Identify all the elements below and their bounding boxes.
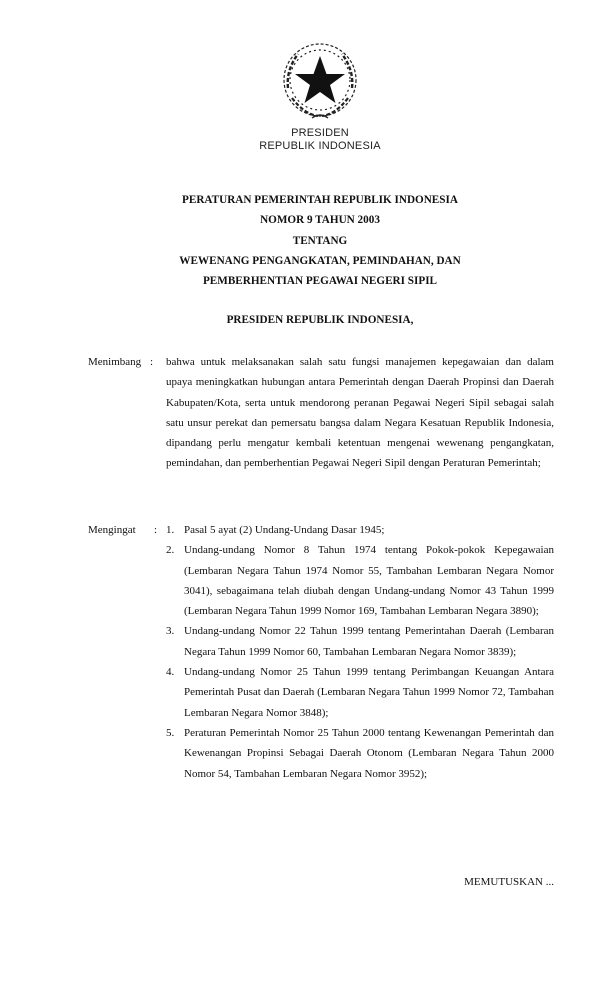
mengingat-body xyxy=(166,520,554,784)
list-item xyxy=(166,540,554,621)
title-line-subject-1: WEWENANG PENGANGKATAN, PEMINDAHAN, DAN xyxy=(179,254,461,267)
list-item-text: Undang-undang Nomor 25 Tahun 1999 tentang Perimbangan Keuangan Antara Pemerintah Pusat dan Daerah (Lembaran Negara Tahun 1999 Nomor 72, Tambahan Lembaran Negara Nomor 3848); xyxy=(184,666,554,719)
mengingat-list xyxy=(166,520,554,784)
title-line-regulation: PERATURAN PEMERINTAH REPUBLIK INDONESIA xyxy=(182,194,458,206)
list-item xyxy=(166,621,554,662)
title-line-about: TENTANG xyxy=(292,234,348,247)
menimbang-colon: : xyxy=(150,356,154,368)
document-title xyxy=(0,190,612,291)
emblem-caption-presiden: PRESIDEN xyxy=(291,127,349,139)
list-item-number: 3. xyxy=(166,625,175,638)
menimbang-text: bahwa untuk melaksanakan salah satu fungsi manajemen kepegawaian dan dalam upaya meningkatkan hubungan antara Pemerintah dengan Daerah Propinsi dan Daerah Kabupaten/Kota, serta untuk mendorong peranan Pegawai Negeri Sipil sebagai salah satu unsur perekat dan pemersatu bangsa dalam Negara Kesatuan Republik Indonesia, dipandang perlu mengatur kembali ketentuan mengenai wewenang pengangkatan, pemindahan, dan pemberhentian Pegawai Negeri Sipil dengan Peraturan Pemerintah; xyxy=(166,356,554,470)
list-item-number: 4. xyxy=(166,666,175,679)
list-item-text: Pasal 5 ayat (2) Undang-Undang Dasar 1945; xyxy=(184,524,385,536)
menimbang-section xyxy=(88,352,554,474)
list-item-text: Undang-undang Nomor 22 Tahun 1999 tentang Pemerintahan Daerah (Lembaran Negara Tahun 1999 Nomor 60, Tambahan Lembaran Negara Nomor 3839); xyxy=(184,625,554,658)
title-line-number: NOMOR 9 TAHUN 2003 xyxy=(260,214,380,227)
list-item xyxy=(166,662,554,723)
list-item-number: 2. xyxy=(166,544,175,557)
list-item-number: 1. xyxy=(166,524,175,536)
title-line-subject-2: PEMBERHENTIAN PEGAWAI NEGERI SIPIL xyxy=(202,275,438,288)
list-item xyxy=(166,520,554,540)
presidential-emblem-icon xyxy=(278,40,362,124)
mengingat-section xyxy=(88,520,554,784)
list-item-number: 5. xyxy=(166,726,175,739)
emblem-caption-republik: REPUBLIK INDONESIA xyxy=(259,140,381,152)
continuation-marker: MEMUTUSKAN ... xyxy=(464,876,554,888)
list-item-text: Undang-undang Nomor 8 Tahun 1974 tentang Pokok-pokok Kepegawaian (Lembaran Negara Tahun 1974 Nomor 55, Tambahan Lembaran Negara Nomor 3041), sebagaimana telah diubah dengan Undang-undang Nomor 43 Tahun 1999 (Lembaran Negara Tahun 1999 Nomor 169, Tambahan Lembaran Negara 3890); xyxy=(184,544,554,618)
list-item-text: Peraturan Pemerintah Nomor 25 Tahun 2000 tentang Kewenangan Pemerintah dan Kewenangan Propinsi Sebagai Daerah Otonom (Lembaran Negara Tahun 2000 Nomor 54, Tambahan Lembaran Negara Nomor 3952); xyxy=(184,726,554,780)
mengingat-label: Mengingat xyxy=(88,524,136,536)
list-item xyxy=(166,723,554,784)
mengingat-colon: : xyxy=(154,524,158,536)
preamble: PRESIDEN REPUBLIK INDONESIA, xyxy=(226,314,414,326)
menimbang-label: Menimbang xyxy=(88,356,142,368)
